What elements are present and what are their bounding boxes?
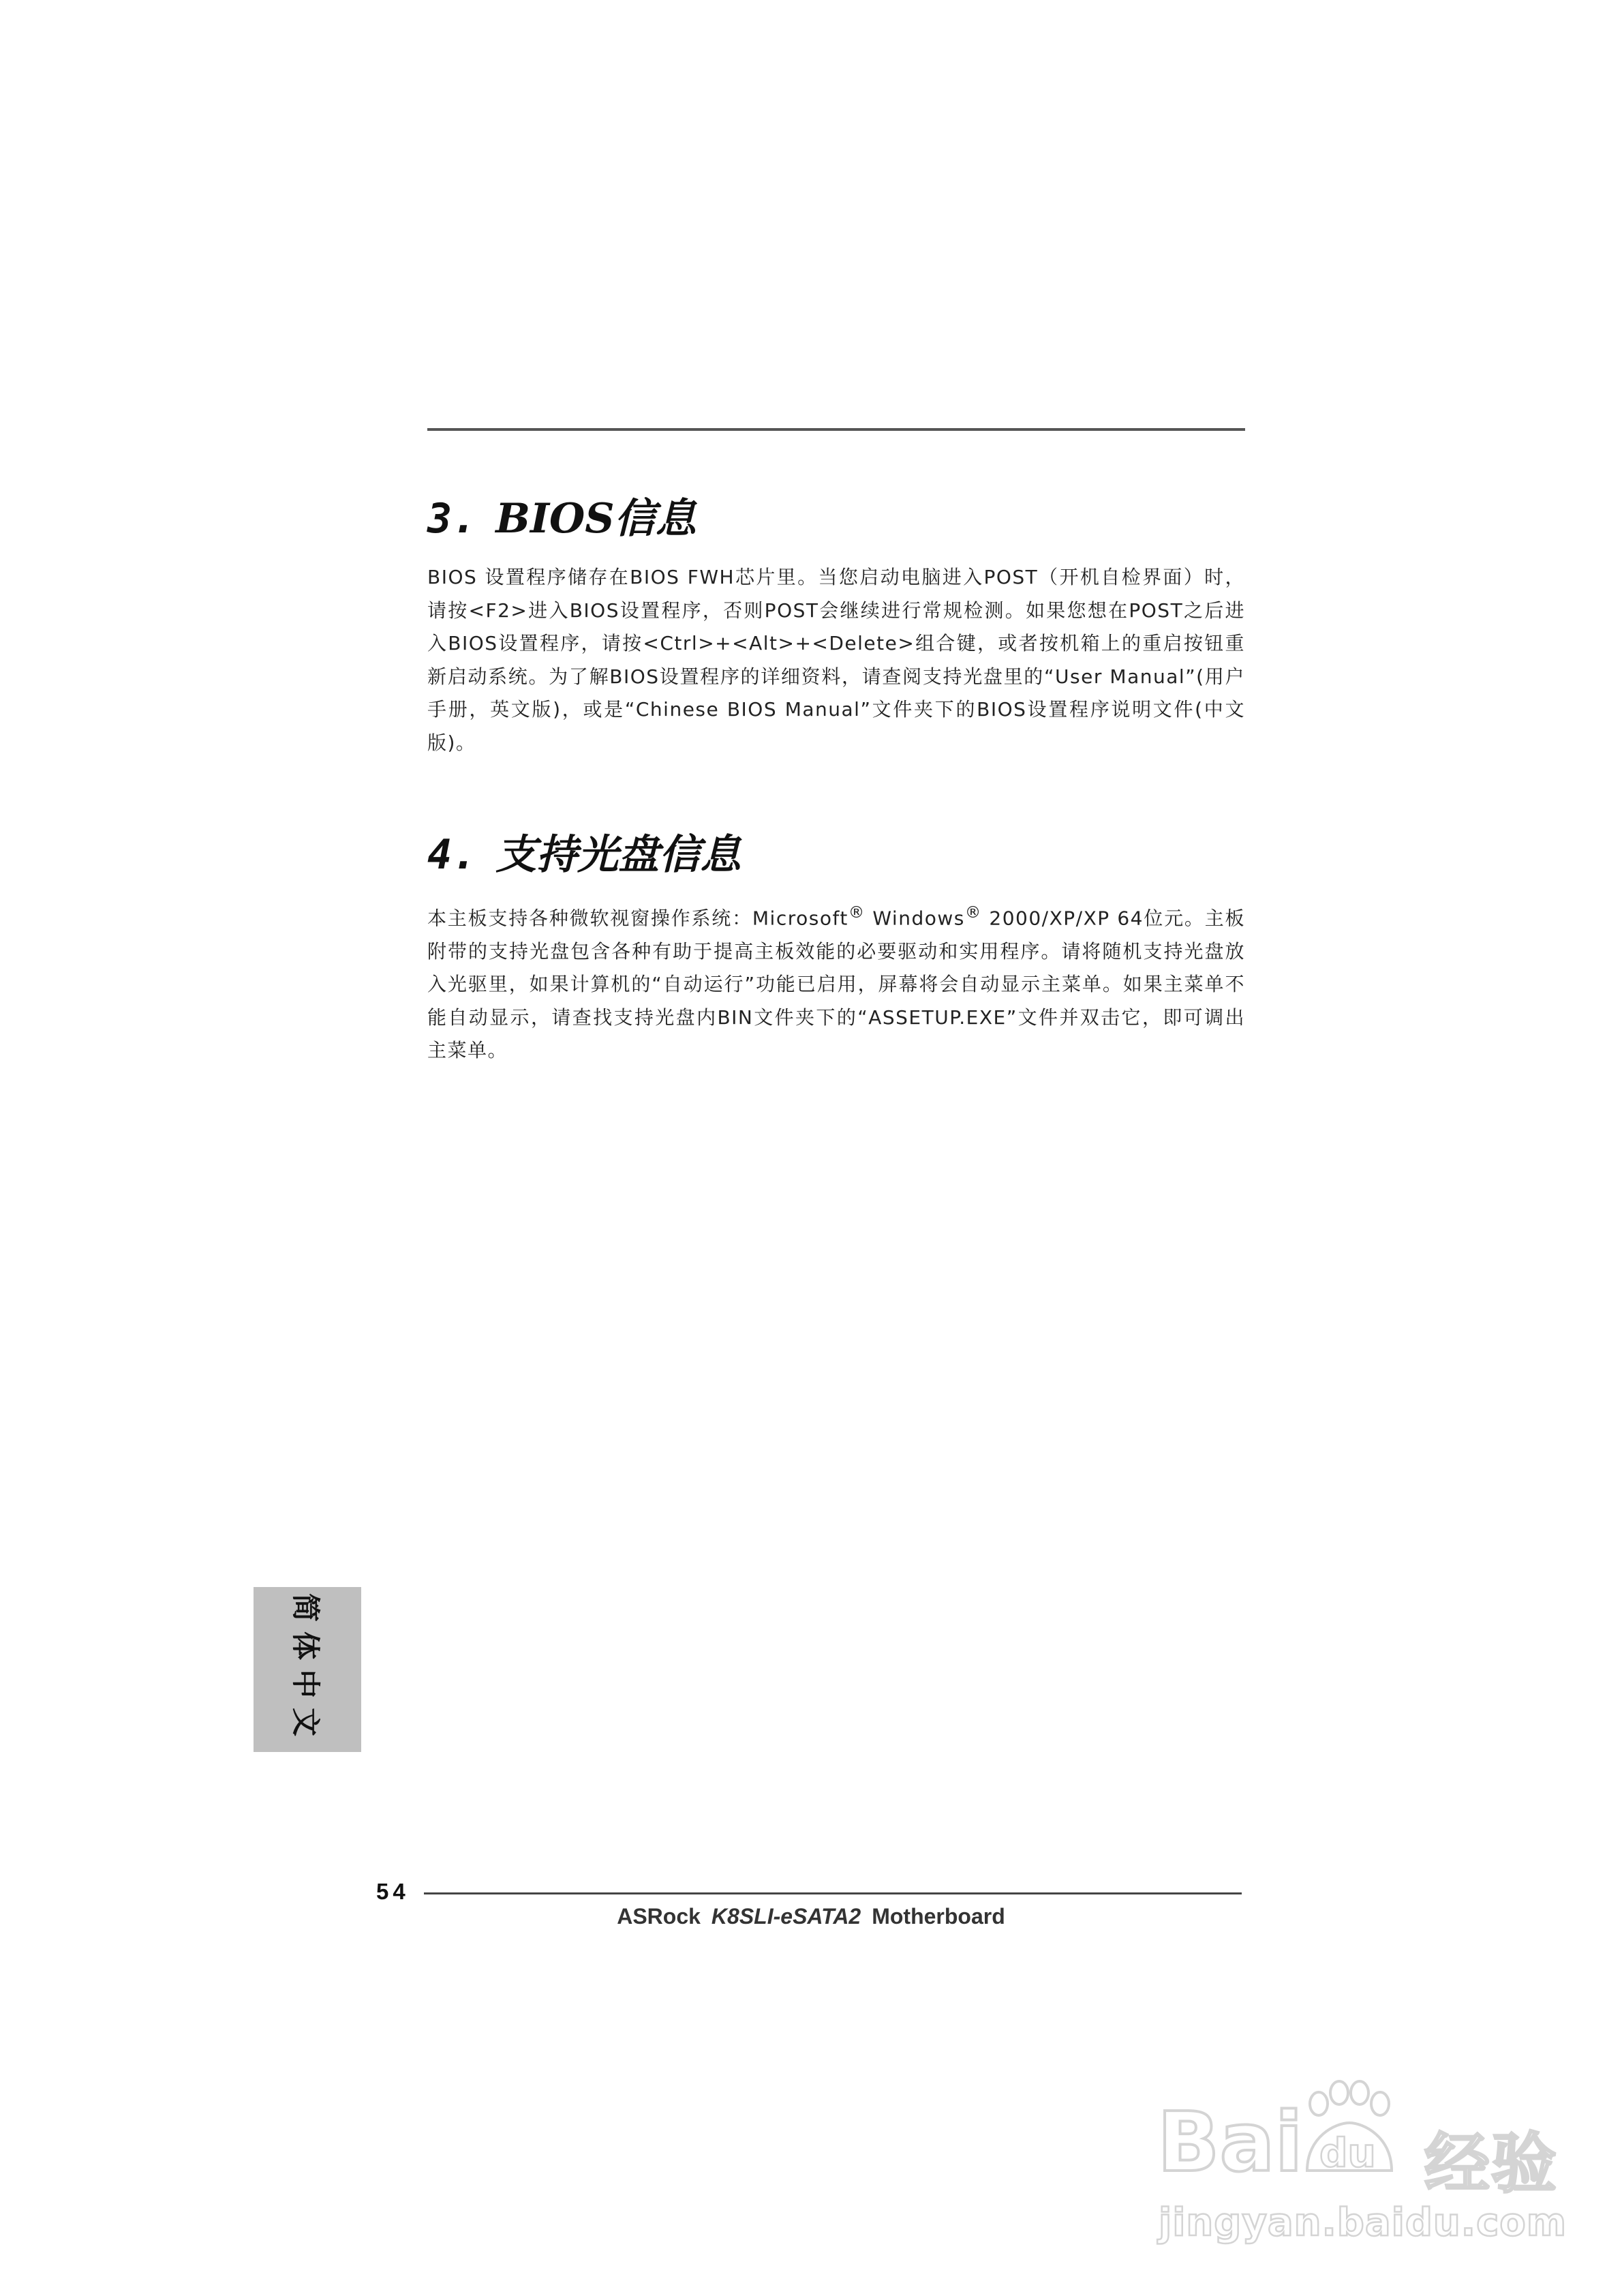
paragraph-text: 2000/XP/XP 64位元。主板附带的支持光盘包含各种有助于提高主板效能的必要驱动和实用程序。请将随机支持光盘放入光驱里，如果计算机的“自动运行”功能已启用，屏幕将会自动显示主菜单。如果主菜单不能自动显示，请查找支持光盘内BIN文件夹下的“ASSETUP.EXE”文件并双击它，即可调出主菜单。 bbox=[427, 907, 1245, 1062]
registered-mark: ® bbox=[848, 903, 866, 922]
section-bios-info bbox=[427, 494, 1245, 759]
section-number: 4. bbox=[427, 831, 477, 879]
watermark-cn-text: 经验 bbox=[1424, 2126, 1558, 2202]
paragraph-text: Windows bbox=[865, 907, 965, 930]
footer-rule bbox=[424, 1892, 1242, 1894]
page-number: 54 bbox=[376, 1879, 410, 1904]
section-title-support-cd bbox=[427, 830, 1245, 879]
watermark-url: jingyan.baidu.com bbox=[1159, 2201, 1567, 2245]
footer-model: K8SLI-eSATA2 bbox=[711, 1904, 861, 1929]
paragraph-text: 本主板支持各种微软视窗操作系统：Microsoft bbox=[427, 907, 848, 930]
language-side-tab bbox=[254, 1587, 361, 1752]
svg-text:du: du bbox=[1319, 2130, 1376, 2176]
bios-paragraph: BIOS 设置程序储存在BIOS FWH芯片里。当您启动电脑进入POST（开机自检界面）时，请按<F2>进入BIOS设置程序，否则POST会继续进行常规检测。如果您想在POST之后进入BIOS设置程序，请按<Ctrl>+<Alt>+<Delete>组合键，或者按机箱上的重启按钮重新启动系统。为了解BIOS设置程序的详细资料，请查阅支持光盘里的“User Manual”(用户手册，英文版)，或是“Chinese BIOS Manual”文件夹下的BIOS设置程序说明文件(中文版)。 bbox=[427, 566, 1245, 754]
section-title-bios bbox=[427, 494, 1245, 543]
top-rule bbox=[427, 428, 1245, 431]
support-cd-paragraph bbox=[427, 896, 1245, 1068]
section-support-cd-info bbox=[427, 830, 1245, 1068]
footer-product: Motherboard bbox=[872, 1904, 1005, 1929]
registered-mark: ® bbox=[964, 903, 982, 922]
footer-brand: ASRock bbox=[617, 1904, 701, 1929]
section-title-text: BIOS信息 bbox=[495, 495, 697, 543]
section-title-text: 支持光盘信息 bbox=[495, 831, 741, 879]
baidu-paw-logo-icon bbox=[1152, 2075, 1424, 2191]
section-number: 3. bbox=[427, 495, 477, 543]
baidu-jingyan-watermark bbox=[1152, 2059, 1567, 2263]
language-label: 简体中文 bbox=[289, 1592, 322, 1747]
svg-text:Bai: Bai bbox=[1157, 2096, 1303, 2190]
footer-product-line bbox=[0, 1904, 1622, 1929]
